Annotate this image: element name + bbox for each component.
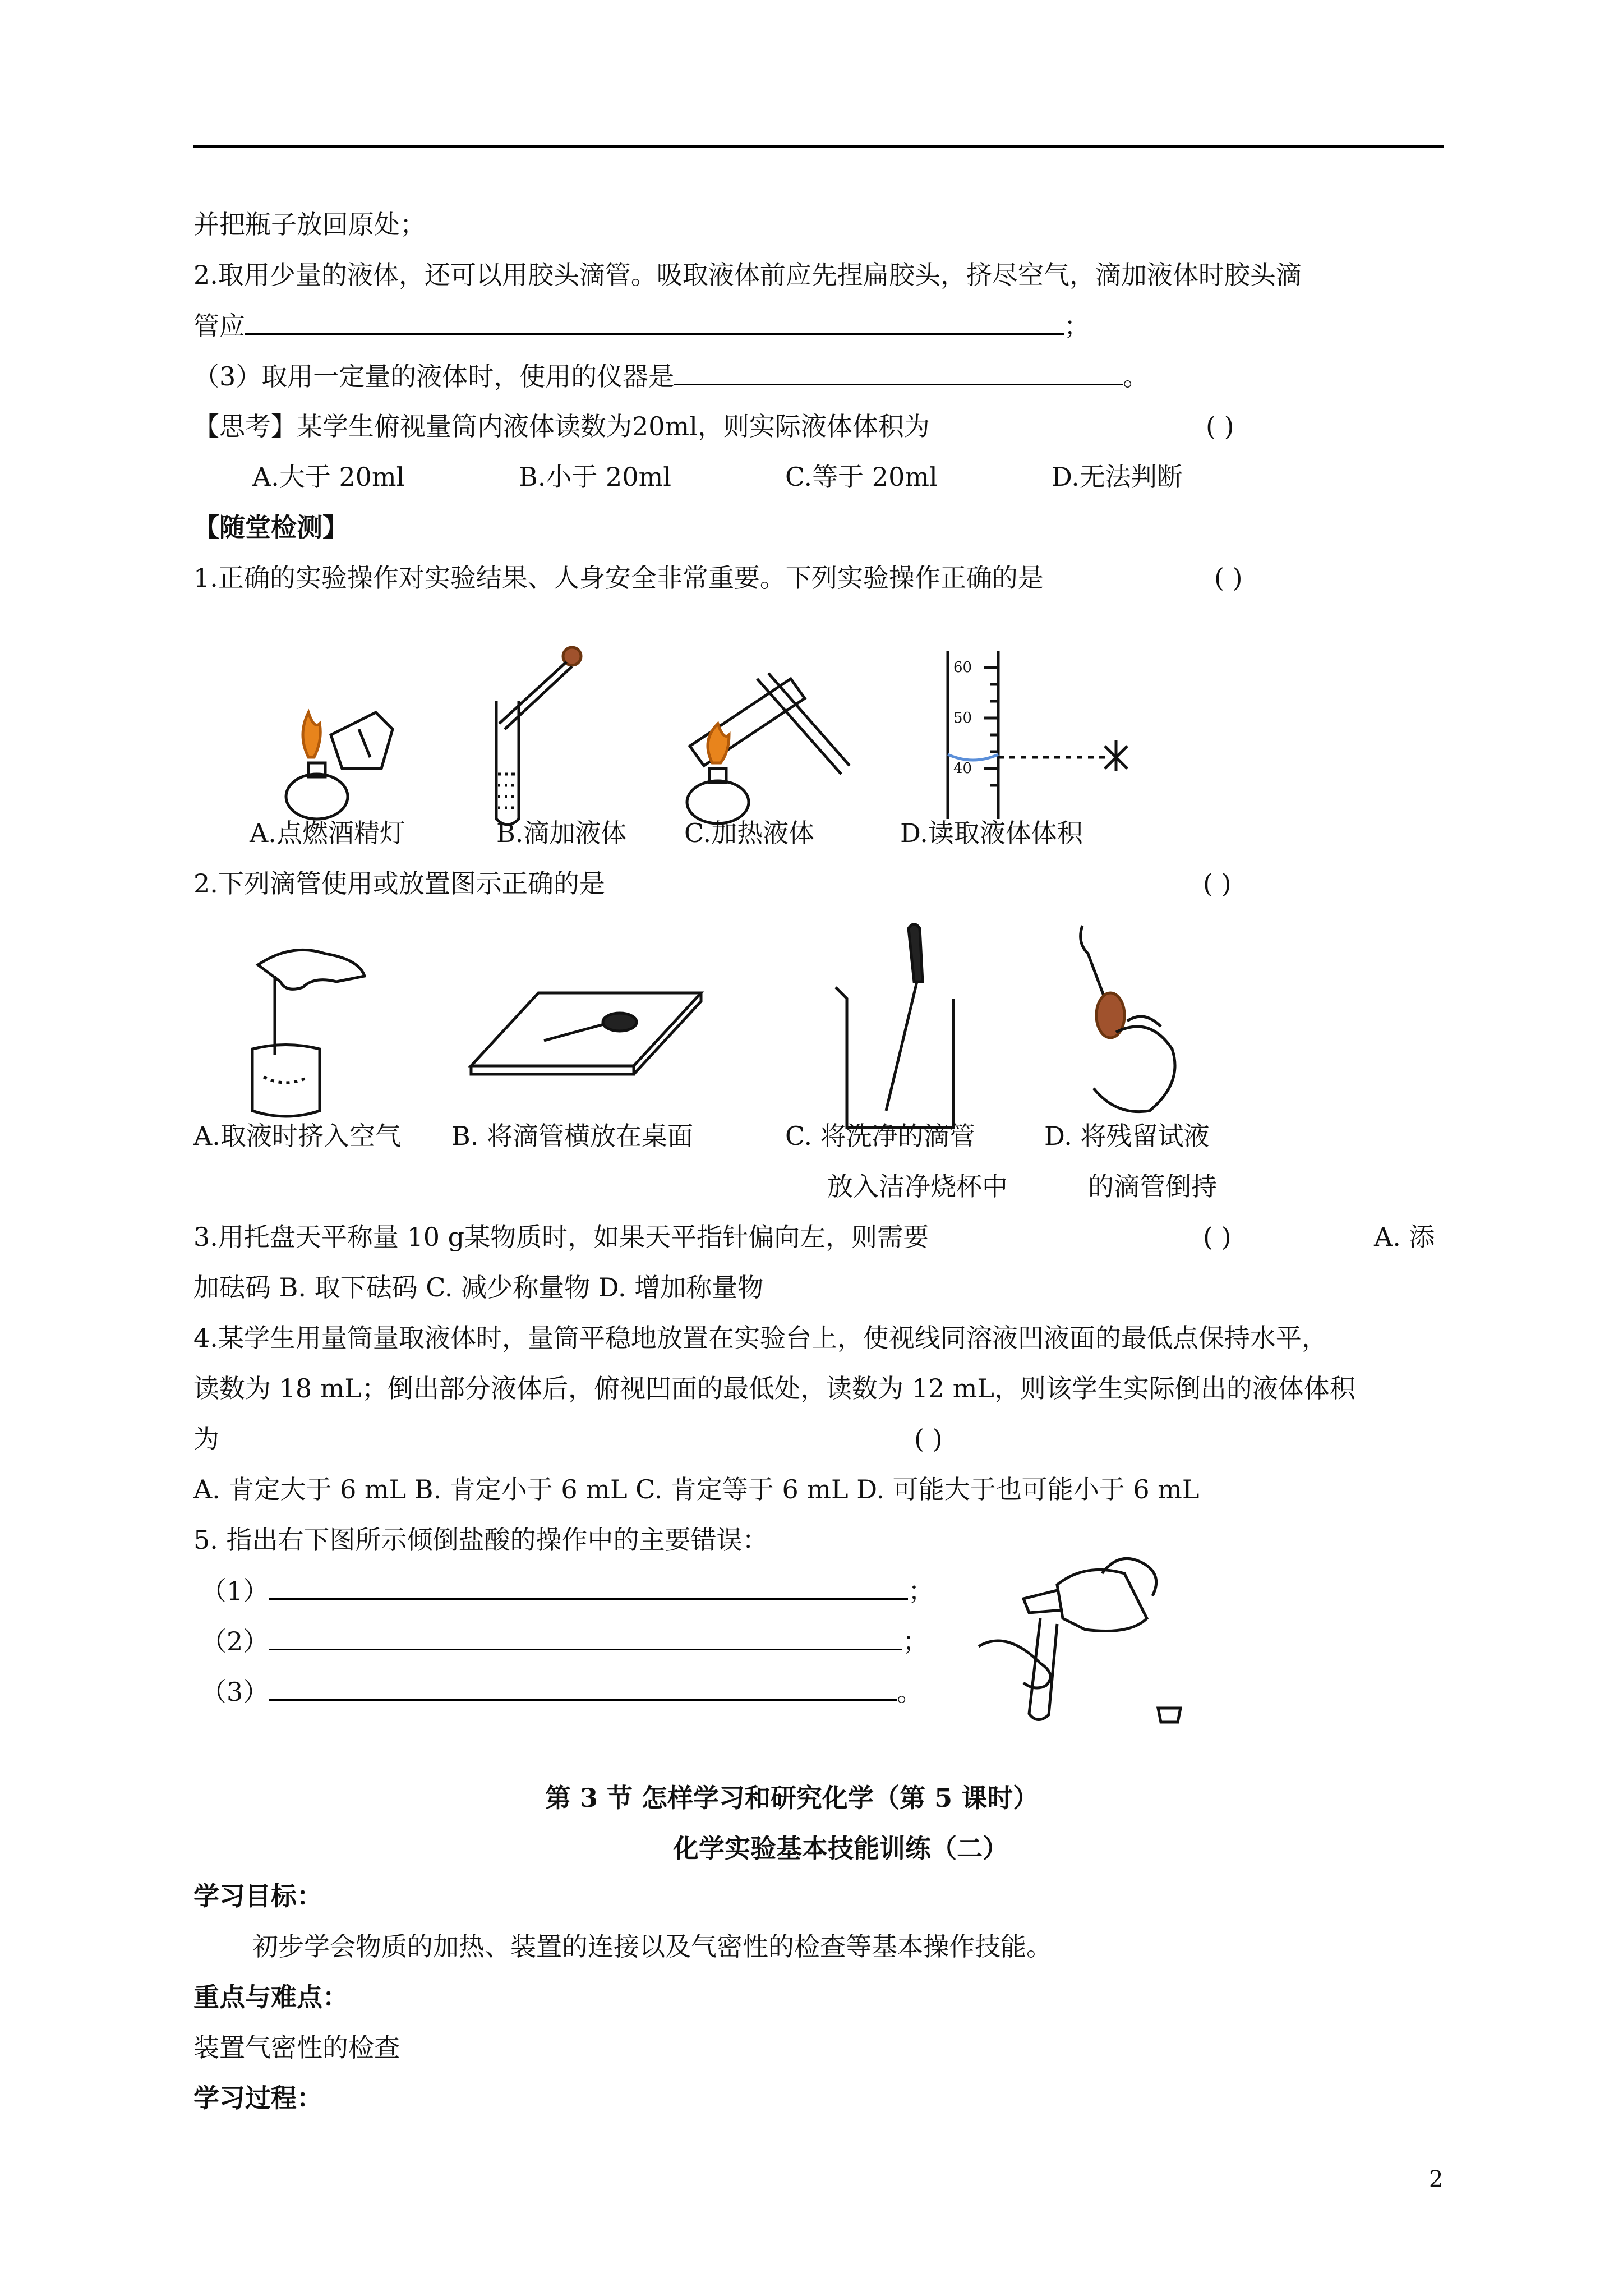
q1-option-a: A.点燃酒精灯 <box>250 818 405 848</box>
page-number: 2 <box>1429 2166 1444 2192</box>
q5-item-end: ； <box>908 1576 934 1606</box>
focus-text: 装置气密性的检查 <box>193 2032 400 2063</box>
measure-prefix: （3）取用一定量的液体时，使用的仪器是 <box>193 361 675 392</box>
q2-option-c: C. 将洗净的滴管 <box>785 1121 975 1151</box>
q1-option-c: C.加热液体 <box>684 818 815 848</box>
q2-option-b: B. 将滴管横放在桌面 <box>451 1121 694 1151</box>
q5-item-end: ； <box>902 1626 929 1657</box>
q2-answer-paren[interactable]: ( ) <box>1203 868 1232 899</box>
line-dropper-intro: 2.取用少量的液体，还可以用胶头滴管。吸取液体前应先捏扁胶头，挤尽空气，滴加液体时胶头滴 <box>193 260 1302 290</box>
focus-label: 重点与难点： <box>193 1982 348 2012</box>
header-rule <box>193 145 1444 148</box>
process-label: 学习过程： <box>193 2083 322 2113</box>
answer-blank[interactable] <box>269 1573 908 1600</box>
q3-options: 加砝码 B. 取下砝码 C. 减少称量物 D. 增加称量物 <box>193 1272 764 1303</box>
q3-answer-paren[interactable]: ( ) <box>1203 1222 1232 1252</box>
line-dropper-blank <box>193 309 1090 343</box>
q5-item-3 <box>201 1674 923 1709</box>
q2-option-a: A.取液时挤入空气 <box>193 1121 401 1151</box>
pouring-acid-figure <box>973 1540 1209 1747</box>
q3-option-a: A. 添 <box>1374 1222 1435 1252</box>
q1-option-d: D.读取液体体积 <box>900 818 1083 848</box>
dropper-blank-prefix: 管应 <box>193 311 245 341</box>
alcohol-lamp-figure <box>275 690 404 825</box>
dropper-on-table-figure <box>471 993 707 1077</box>
q4-text-3: 为 <box>193 1424 219 1454</box>
think-option-d: D.无法判断 <box>1052 462 1183 492</box>
section-subtitle: 化学实验基本技能训练（二） <box>673 1833 1008 1864</box>
line-bottle-return: 并把瓶子放回原处； <box>193 209 426 240</box>
check-title: 【随堂检测】 <box>193 512 348 542</box>
q5-item-1 <box>201 1573 934 1608</box>
goal-label: 学习目标： <box>193 1881 322 1911</box>
q4-text-2: 读数为 18 mL；倒出部分液体后，俯视凹面的最低处，读数为 12 mL，则该学生实际倒出的液体体积 <box>193 1373 1355 1404</box>
dropper-squeeze-figure <box>236 942 370 1122</box>
cyl-tick-60: 60 <box>953 659 972 676</box>
heating-liquid-figure <box>679 668 852 830</box>
think-option-a: A.大于 20ml <box>252 462 405 492</box>
q2-option-c-cont: 放入洁净烧杯中 <box>827 1171 1008 1202</box>
think-answer-paren[interactable]: ( ) <box>1206 411 1234 441</box>
answer-blank[interactable] <box>269 1674 897 1701</box>
q1-option-b: B.滴加液体 <box>496 818 627 848</box>
q5-text: 5. 指出右下图所示倾倒盐酸的操作中的主要错误： <box>193 1525 768 1555</box>
q5-item-label: （1） <box>201 1576 269 1606</box>
inverted-dropper-figure <box>1060 920 1206 1116</box>
q5-item-label: （2） <box>201 1626 269 1657</box>
section-title: 第 3 节 怎样学习和研究化学（第 5 课时） <box>545 1783 1039 1813</box>
q5-item-label: （3） <box>201 1677 269 1707</box>
think-question: 【思考】某学生俯视量筒内液体读数为20ml，则实际液体体积为 <box>193 411 930 441</box>
q2-option-d-cont: 的滴管倒持 <box>1088 1171 1217 1202</box>
q1-answer-paren[interactable]: ( ) <box>1214 563 1243 593</box>
measure-suffix: 。 <box>1123 361 1149 392</box>
dropper-blank-suffix: ； <box>1064 311 1090 341</box>
dropper-in-beaker-figure <box>830 920 965 1133</box>
think-option-c: C.等于 20ml <box>785 462 938 492</box>
answer-blank[interactable] <box>674 359 1123 385</box>
cyl-tick-50: 50 <box>953 710 972 726</box>
goal-text: 初步学会物质的加热、装置的连接以及气密性的检查等基本操作技能。 <box>252 1931 1052 1962</box>
q3-text: 3.用托盘天平称量 10 g某物质时，如果天平指针偏向左，则需要 <box>193 1222 929 1252</box>
answer-blank[interactable] <box>269 1624 902 1650</box>
line-measure-instrument <box>193 359 1149 393</box>
q4-text-1: 4.某学生用量筒量取液体时，量筒平稳地放置在实验台上，使视线同溶液凹液面的最低点保持水平， <box>193 1323 1327 1353</box>
q4-answer-paren[interactable]: ( ) <box>914 1424 943 1454</box>
q2-option-d: D. 将残留试液 <box>1044 1121 1210 1151</box>
cyl-tick-40: 40 <box>953 760 972 777</box>
think-option-b: B.小于 20ml <box>519 462 671 492</box>
q5-item-2 <box>201 1624 928 1658</box>
q2-text: 2.下列滴管使用或放置图示正确的是 <box>193 868 605 899</box>
q5-item-end: 。 <box>897 1677 923 1707</box>
dropper-in-tube-figure <box>488 645 578 830</box>
graduated-cylinder-figure <box>937 651 1144 819</box>
answer-blank[interactable] <box>245 309 1064 335</box>
q4-options: A. 肯定大于 6 mL B. 肯定小于 6 mL C. 肯定等于 6 mL D. 可能大于也可能小于 6 mL <box>193 1474 1200 1504</box>
q1-text: 1.正确的实验操作对实验结果、人身安全非常重要。下列实验操作正确的是 <box>193 563 1044 593</box>
